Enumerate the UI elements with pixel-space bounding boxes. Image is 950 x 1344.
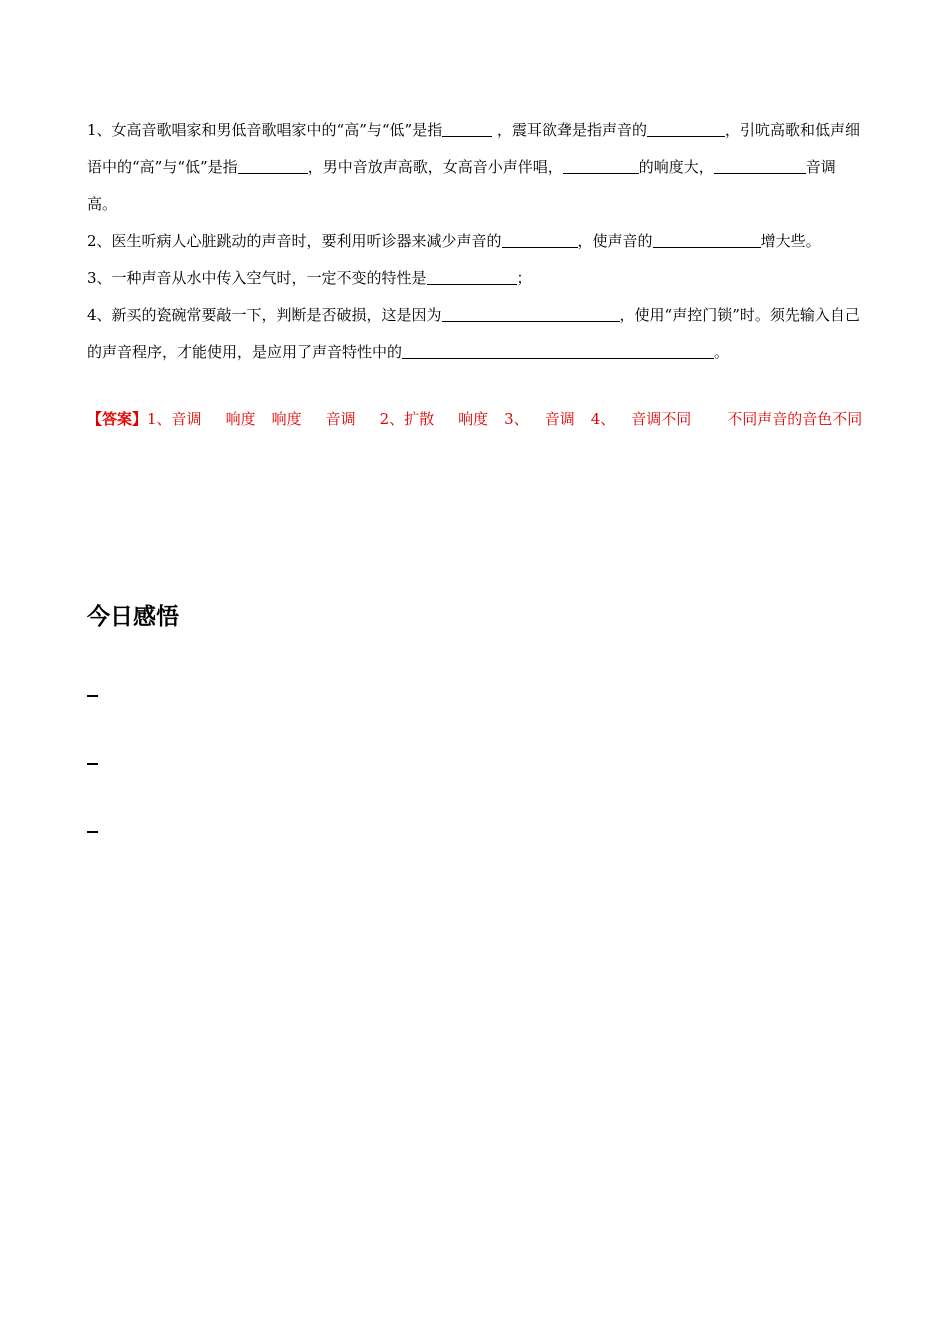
question-4-text-c: 。: [714, 343, 730, 361]
answer-item: 音调: [544, 410, 575, 428]
answer-blank[interactable]: [502, 232, 578, 248]
answer-item: 不同声音的音色不同: [727, 410, 863, 428]
question-1-text-b: ，震耳欲聋是指声音的: [497, 121, 648, 139]
question-3-text-a: 3、一种声音从水中传入空气时，一定不变的特性是: [87, 269, 427, 287]
answer-blank[interactable]: [714, 158, 806, 174]
question-1-text-d: ，男中音放声高歌，女高音小声伴唱，: [307, 158, 563, 176]
answer-blank[interactable]: [563, 158, 639, 174]
answer-item: 3、: [504, 410, 529, 428]
answer-item: 音调不同: [631, 410, 692, 428]
answer-blank[interactable]: [442, 306, 620, 322]
question-4-text-a: 4、新买的瓷碗常要敲一下，判断是否破损，这是因为: [87, 306, 442, 324]
question-3-text-b: ；: [516, 269, 532, 287]
answer-item: 4、: [590, 410, 616, 428]
answer-item: 2、扩散: [379, 410, 435, 428]
question-4: [87, 297, 865, 371]
reflection-line[interactable]: [87, 763, 98, 765]
question-1-text-c: ，引吭高歌和低声细语中的“高”与“低”是指: [87, 121, 861, 176]
question-4-text-b: ，使用“声控门锁”时。须先输入自己的声音程序，才能使用，是应用了声音特性中的: [87, 306, 860, 361]
question-1-text-e: 的响度大，: [638, 158, 714, 176]
answer-blank[interactable]: [238, 158, 308, 174]
reflection-line[interactable]: [87, 695, 98, 697]
answer-item: 响度: [271, 410, 302, 428]
answer-blank[interactable]: [427, 269, 517, 285]
section-heading: 今日感悟: [87, 604, 179, 630]
question-section: [87, 112, 865, 453]
answer-item: 音调: [325, 410, 356, 428]
answer-blank[interactable]: [653, 232, 761, 248]
question-3: [87, 260, 865, 297]
question-2: [87, 223, 865, 260]
question-1: [87, 112, 865, 223]
question-2-text-a: 2、医生听病人心脏跳动的声音时，要利用听诊器来减少声音的: [87, 232, 502, 250]
question-1-text-f: 音调高。: [87, 158, 836, 213]
answer-blank[interactable]: [402, 343, 714, 359]
answer-item: 响度: [225, 410, 256, 428]
reflection-line[interactable]: [87, 831, 98, 833]
answer-blank[interactable]: [442, 121, 492, 137]
answer-blank[interactable]: [647, 121, 725, 137]
question-2-text-c: 增大些。: [760, 232, 821, 250]
question-1-text-a: 1、女高音歌唱家和男低音歌唱家中的“高”与“低”是指: [87, 121, 443, 139]
answer-block: [87, 401, 865, 438]
answer-tag: 【答案】: [87, 410, 148, 428]
answer-item: 1、音调: [147, 410, 202, 428]
question-2-text-b: ，使声音的: [577, 232, 653, 250]
answer-item: 响度: [458, 410, 489, 428]
